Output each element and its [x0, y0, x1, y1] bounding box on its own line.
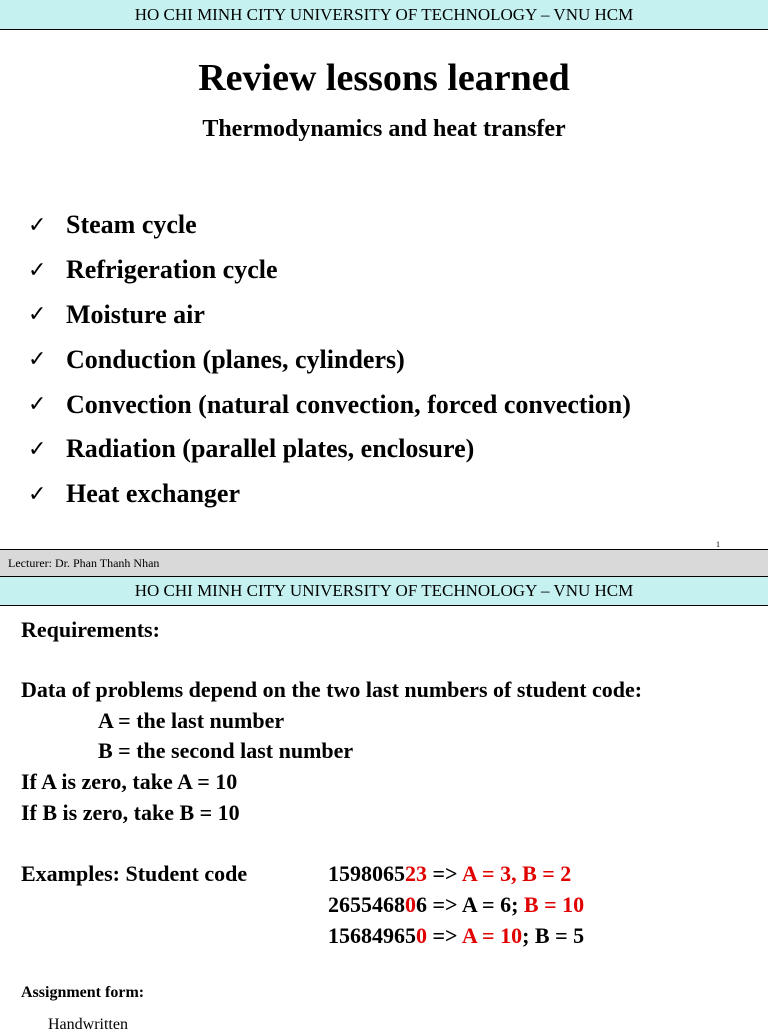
lecturer-footer: [0, 549, 768, 577]
check-icon: ✓: [28, 257, 47, 283]
banner-text: HO CHI MINH CITY UNIVERSITY OF TECHNOLOGY – VNU HCM: [134, 4, 634, 24]
check-icon: ✓: [28, 481, 47, 507]
b-zero-rule: If B is zero, take B = 10: [21, 800, 240, 825]
example-1: 159806523 => A = 3, B = 2: [328, 861, 572, 886]
cut-off-text: Handwritten: [48, 1016, 128, 1033]
a-definition: A = the last number: [98, 708, 285, 733]
list-item: ✓ Refrigeration cycle: [28, 255, 278, 285]
check-icon: ✓: [28, 302, 47, 328]
list-item: ✓ Heat exchanger: [28, 479, 241, 509]
check-icon: ✓: [28, 392, 47, 418]
banner-text: HO CHI MINH CITY UNIVERSITY OF TECHNOLOGY – VNU HCM: [134, 581, 634, 600]
list-item: ✓ Steam cycle: [28, 210, 197, 240]
list-item: ✓ Radiation (parallel plates, enclosure): [28, 434, 475, 464]
slide1-banner: [0, 0, 768, 30]
assignment-form-heading: Assignment form:: [21, 984, 145, 1001]
check-icon: ✓: [28, 347, 47, 373]
list-item: ✓ Moisture air: [28, 299, 205, 329]
data-line: Data of problems depend on the two last numbers of student code:: [21, 677, 643, 702]
lecturer-name: Lecturer: Dr. Phan Thanh Nhan: [8, 556, 160, 570]
a-zero-rule: If A is zero, take A = 10: [21, 769, 238, 794]
example-2: 265546806 => A = 6; B = 10: [328, 892, 585, 917]
b-definition: B = the second last number: [98, 738, 354, 763]
list-item: ✓ Convection (natural convection, forced convection): [28, 389, 631, 419]
slide2-banner: [0, 576, 768, 606]
slide-subtitle: Thermodynamics and heat transfer: [202, 116, 566, 142]
list-item: ✓ Conduction (planes, cylinders): [28, 344, 405, 374]
example-3: 156849650 => A = 10; B = 5: [328, 923, 585, 948]
requirements-heading: Requirements:: [21, 617, 160, 642]
slide-title: Review lessons learned: [198, 57, 570, 99]
check-icon: ✓: [28, 212, 47, 238]
check-icon: ✓: [28, 436, 47, 462]
topic-list: [28, 203, 631, 517]
page-number: 1: [716, 540, 720, 549]
examples-label: Examples: Student code: [21, 861, 248, 886]
